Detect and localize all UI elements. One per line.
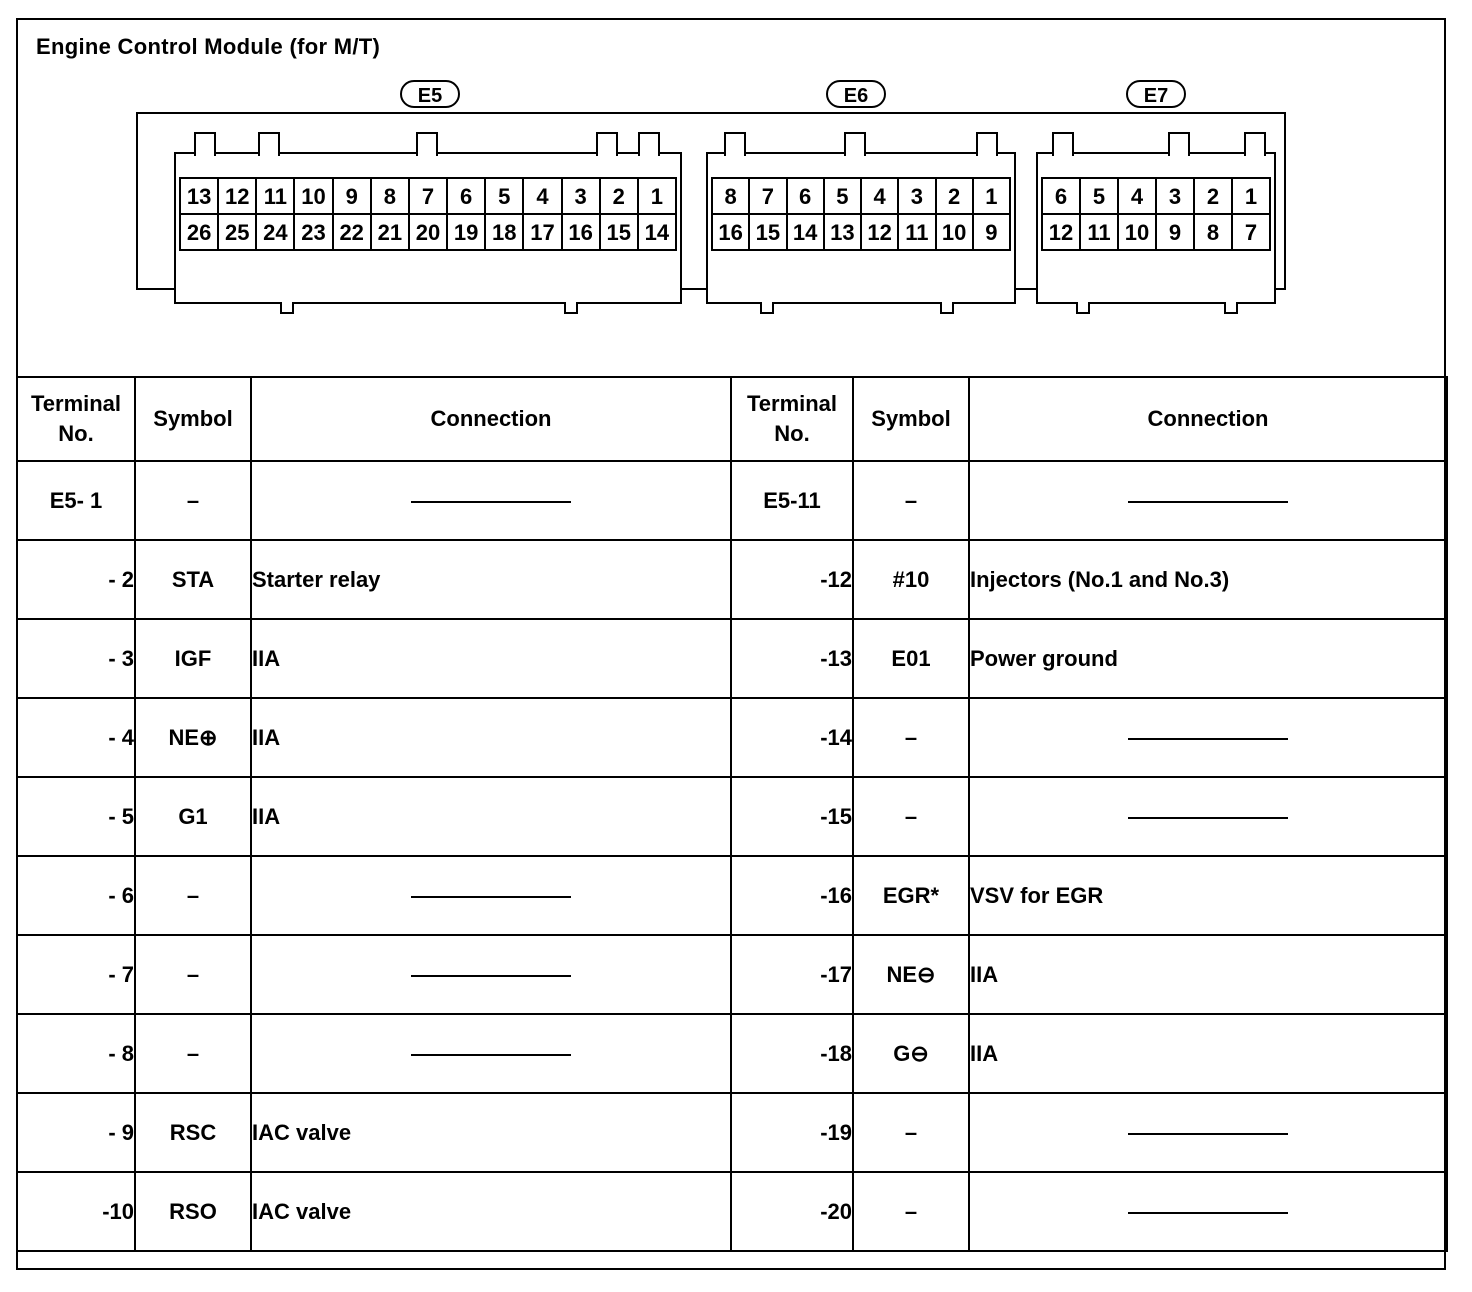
connector-pin: 14 <box>637 213 677 251</box>
connector-key-tab <box>416 132 438 156</box>
symbol-cell: – <box>853 777 969 856</box>
connector-pin: 8 <box>1193 213 1233 251</box>
connector-pin: 4 <box>1117 177 1157 215</box>
blank-line <box>411 896 571 898</box>
connector-pin: 4 <box>522 177 562 215</box>
connector-pin: 19 <box>446 213 486 251</box>
header-symbol: Symbol <box>135 377 251 461</box>
symbol-cell: RSC <box>135 1093 251 1172</box>
connector-pin: 7 <box>408 177 448 215</box>
connector-key-tab <box>1244 132 1266 156</box>
connector-pin: 2 <box>1193 177 1233 215</box>
terminal-cell: - 5 <box>17 777 135 856</box>
symbol-cell: – <box>853 461 969 540</box>
symbol-cell: EGR* <box>853 856 969 935</box>
terminal-cell: -12 <box>731 540 853 619</box>
header-connection: Connection <box>969 377 1447 461</box>
blank-line <box>411 975 571 977</box>
connector-label-e6: E6 <box>826 80 886 108</box>
connector-pin: 15 <box>748 213 787 251</box>
terminal-cell: -20 <box>731 1172 853 1251</box>
connector-pin: 13 <box>823 213 862 251</box>
connector-pin: 2 <box>935 177 974 215</box>
symbol-cell: – <box>135 461 251 540</box>
connection-cell <box>251 1014 731 1093</box>
connector-pin: 10 <box>293 177 333 215</box>
symbol-cell: NE⊕ <box>135 698 251 777</box>
terminal-cell: -17 <box>731 935 853 1014</box>
blank-line <box>1128 501 1288 503</box>
connector-pin: 23 <box>293 213 333 251</box>
header-terminal: Terminal No. <box>731 377 853 461</box>
connector-pin: 8 <box>711 177 750 215</box>
connector-pin: 5 <box>1079 177 1119 215</box>
table-row <box>17 698 1447 777</box>
connector-latch <box>280 302 294 314</box>
connector-key-tab <box>638 132 660 156</box>
connector-e5 <box>174 152 682 304</box>
table-row <box>17 540 1447 619</box>
blank-line <box>1128 738 1288 740</box>
symbol-cell: – <box>135 935 251 1014</box>
connection-cell: IIA <box>969 1014 1447 1093</box>
terminal-cell: -19 <box>731 1093 853 1172</box>
terminal-cell: -14 <box>731 698 853 777</box>
table-row <box>17 1093 1447 1172</box>
table-header-row <box>17 377 1447 461</box>
connector-pin: 7 <box>1231 213 1271 251</box>
connector-latch <box>940 302 954 314</box>
connector-pin: 18 <box>484 213 524 251</box>
table-row <box>17 1172 1447 1251</box>
connector-pin: 5 <box>484 177 524 215</box>
connector-latch <box>1076 302 1090 314</box>
connector-pin: 9 <box>972 213 1011 251</box>
connector-pin: 6 <box>446 177 486 215</box>
connector-latch <box>1224 302 1238 314</box>
symbol-cell: – <box>853 1172 969 1251</box>
connector-pin: 21 <box>370 213 410 251</box>
symbol-cell: STA <box>135 540 251 619</box>
connector-pin: 11 <box>1079 213 1119 251</box>
connector-pin: 3 <box>897 177 936 215</box>
blank-line <box>1128 817 1288 819</box>
terminal-cell: E5-11 <box>731 461 853 540</box>
connector-pin: 26 <box>179 213 219 251</box>
connector-pin: 15 <box>599 213 639 251</box>
connector-latch <box>564 302 578 314</box>
connector-label-e7: E7 <box>1126 80 1186 108</box>
connection-cell: Power ground <box>969 619 1447 698</box>
connector-pin: 16 <box>711 213 750 251</box>
table-row <box>17 935 1447 1014</box>
terminal-cell: -18 <box>731 1014 853 1093</box>
connector-pin: 7 <box>748 177 787 215</box>
connector-pin: 13 <box>179 177 219 215</box>
connector-pin: 25 <box>217 213 257 251</box>
connector-pin: 8 <box>370 177 410 215</box>
symbol-cell: – <box>853 698 969 777</box>
connector-pin: 3 <box>1155 177 1195 215</box>
connector-pin: 4 <box>860 177 899 215</box>
symbol-cell: G⊖ <box>853 1014 969 1093</box>
header-connection: Connection <box>251 377 731 461</box>
symbol-cell: RSO <box>135 1172 251 1251</box>
connector-pin: 1 <box>972 177 1011 215</box>
connector-pin: 12 <box>860 213 899 251</box>
connector-pin: 9 <box>1155 213 1195 251</box>
terminal-cell: E5- 1 <box>17 461 135 540</box>
connector-pin: 9 <box>332 177 372 215</box>
connector-e6 <box>706 152 1016 304</box>
connector-key-tab <box>194 132 216 156</box>
symbol-cell: NE⊖ <box>853 935 969 1014</box>
table-row <box>17 461 1447 540</box>
connector-pin: 10 <box>1117 213 1157 251</box>
connector-pin: 17 <box>522 213 562 251</box>
page-title: Engine Control Module (for M/T) <box>36 34 381 59</box>
connector-pin: 5 <box>823 177 862 215</box>
connector-e7 <box>1036 152 1276 304</box>
connector-label-e5: E5 <box>400 80 460 108</box>
connection-cell <box>251 935 731 1014</box>
connector-pin: 16 <box>561 213 601 251</box>
connector-pin: 6 <box>786 177 825 215</box>
connector-pin: 10 <box>935 213 974 251</box>
connector-key-tab <box>1168 132 1190 156</box>
terminal-cell: -15 <box>731 777 853 856</box>
connector-pin: 12 <box>217 177 257 215</box>
table-row <box>17 1014 1447 1093</box>
symbol-cell: – <box>853 1093 969 1172</box>
connection-cell <box>969 698 1447 777</box>
header-terminal: Terminal No. <box>17 377 135 461</box>
connection-cell <box>251 461 731 540</box>
connection-cell: IIA <box>251 698 731 777</box>
symbol-cell: G1 <box>135 777 251 856</box>
connector-pin: 24 <box>255 213 295 251</box>
terminal-cell: -10 <box>17 1172 135 1251</box>
symbol-cell: – <box>135 1014 251 1093</box>
symbol-cell: #10 <box>853 540 969 619</box>
connection-cell <box>969 1172 1447 1251</box>
connector-pin: 22 <box>332 213 372 251</box>
connector-pin: 11 <box>255 177 295 215</box>
table-row <box>17 619 1447 698</box>
connector-pin: 1 <box>1231 177 1271 215</box>
connector-key-tab <box>844 132 866 156</box>
connection-cell: IIA <box>251 619 731 698</box>
pinout-table <box>16 376 1448 1252</box>
blank-line <box>411 1054 571 1056</box>
connection-cell: IAC valve <box>251 1172 731 1251</box>
connector-pin: 2 <box>599 177 639 215</box>
terminal-cell: - 2 <box>17 540 135 619</box>
connection-cell: Injectors (No.1 and No.3) <box>969 540 1447 619</box>
table-row <box>17 777 1447 856</box>
terminal-cell: - 9 <box>17 1093 135 1172</box>
table-row <box>17 856 1447 935</box>
header-symbol: Symbol <box>853 377 969 461</box>
terminal-cell: - 8 <box>17 1014 135 1093</box>
connection-cell: IIA <box>251 777 731 856</box>
connector-pin: 3 <box>561 177 601 215</box>
connection-cell <box>969 461 1447 540</box>
connector-pin: 1 <box>637 177 677 215</box>
blank-line <box>1128 1133 1288 1135</box>
terminal-cell: -13 <box>731 619 853 698</box>
terminal-cell: -16 <box>731 856 853 935</box>
connector-key-tab <box>1052 132 1074 156</box>
symbol-cell: – <box>135 856 251 935</box>
terminal-cell: - 7 <box>17 935 135 1014</box>
connection-cell: Starter relay <box>251 540 731 619</box>
blank-line <box>1128 1212 1288 1214</box>
blank-line <box>411 501 571 503</box>
connector-key-tab <box>976 132 998 156</box>
connection-cell: IAC valve <box>251 1093 731 1172</box>
connection-cell: IIA <box>969 935 1447 1014</box>
connection-cell <box>251 856 731 935</box>
connector-pin: 6 <box>1041 177 1081 215</box>
connector-pin: 20 <box>408 213 448 251</box>
terminal-cell: - 3 <box>17 619 135 698</box>
connector-latch <box>760 302 774 314</box>
connector-key-tab <box>258 132 280 156</box>
connection-cell <box>969 777 1447 856</box>
terminal-cell: - 4 <box>17 698 135 777</box>
connector-pin: 12 <box>1041 213 1081 251</box>
connector-pin: 11 <box>897 213 936 251</box>
terminal-cell: - 6 <box>17 856 135 935</box>
connector-pin: 14 <box>786 213 825 251</box>
connector-key-tab <box>724 132 746 156</box>
connection-cell <box>969 1093 1447 1172</box>
symbol-cell: IGF <box>135 619 251 698</box>
connection-cell: VSV for EGR <box>969 856 1447 935</box>
symbol-cell: E01 <box>853 619 969 698</box>
connector-key-tab <box>596 132 618 156</box>
